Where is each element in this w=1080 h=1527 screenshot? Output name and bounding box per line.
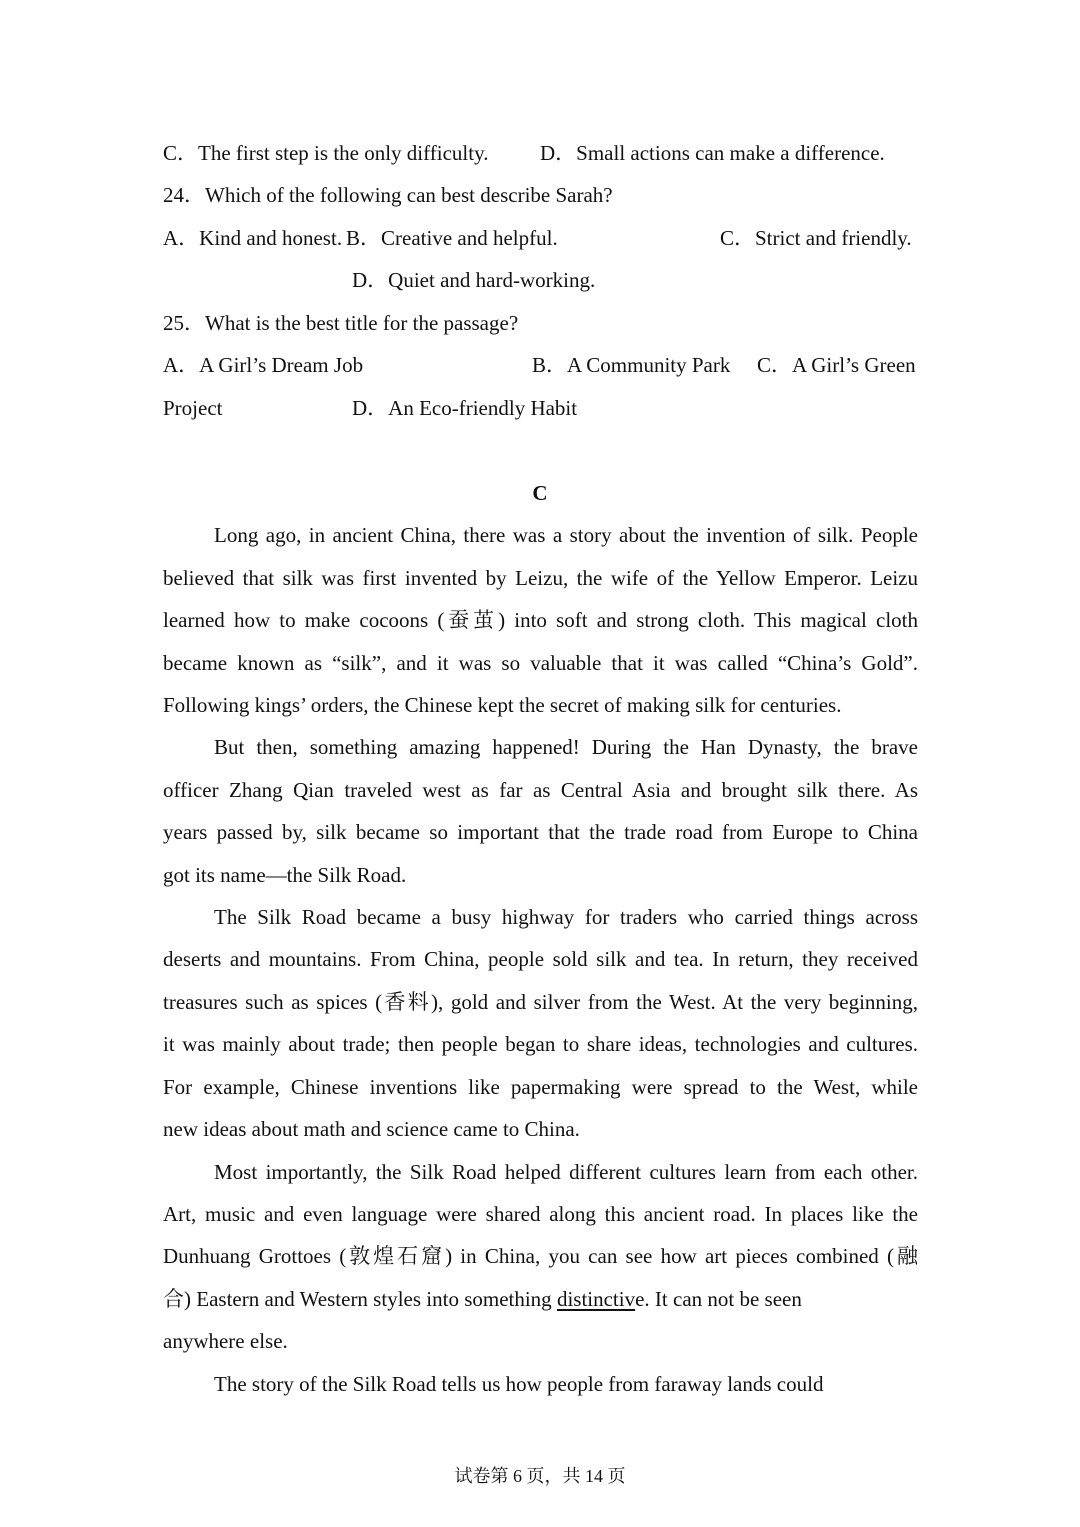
paragraph-4-line: Dunhuang Grottoes (敦煌石窟) in China, you can see how art pieces combined (融 [163,1244,918,1268]
paragraph-3-line: For example, Chinese inventions like papermaking were spread to the West, while [163,1075,918,1099]
paragraph-4-line: Most importantly, the Silk Road helped different cultures learn from each other. [214,1160,918,1184]
section-heading: C [532,481,548,505]
paragraph-2-line: got its name—the Silk Road. [163,863,407,887]
option-25-d: D．An Eco-friendly Habit [352,396,578,420]
paragraph-3-line: it was mainly about trade; then people began to share ideas, technologies and cultures. [163,1032,918,1056]
option-24-a: A．Kind and honest. [163,226,343,250]
option-23-d: D．Small actions can make a difference. [540,141,885,165]
paragraph-5-line: The story of the Silk Road tells us how people from faraway lands could [214,1372,824,1396]
option-24-b: B．Creative and helpful. [346,226,558,250]
option-23-c: C．The first step is the only difficulty. [163,141,489,165]
paragraph-3-line: treasures such as spices (香料), gold and silver from the West. At the very beginning, [163,990,918,1014]
question-24-stem: 24．Which of the following can best describe Sarah? [163,183,613,207]
paragraph-1-line: became known as “silk”, and it was so valuable that it was called “China’s Gold”. [163,651,918,675]
paragraph-4-line-end: e. It can not be seen [635,1287,802,1311]
page-footer: 试卷第 6 页，共 14 页 [454,1466,626,1486]
option-25-c-start: C．A Girl’s Green [757,353,916,377]
paragraph-4-line: anywhere else. [163,1329,288,1353]
paragraph-1-line: Long ago, in ancient China, there was a story about the invention of silk. People [214,523,918,547]
option-24-d: D．Quiet and hard-working. [352,268,596,292]
option-25-a: A．A Girl’s Dream Job [163,353,364,377]
paragraph-1-line: Following kings’ orders, the Chinese kept the secret of making silk for centuries. [163,693,842,717]
paragraph-2-line: officer Zhang Qian traveled west as far as Central Asia and brought silk there. As [163,778,918,802]
paragraph-4-line-start: 合) Eastern and Western styles into something [163,1287,557,1311]
underlined-word: distinctiv [556,1287,636,1311]
paragraph-1-line: believed that silk was first invented by Leizu, the wife of the Yellow Emperor. Leizu [163,566,918,590]
paragraph-3-line: deserts and mountains. From China, people sold silk and tea. In return, they received [163,947,918,971]
paragraph-1-line: learned how to make cocoons (蚕茧) into soft and strong cloth. This magical cloth [163,608,918,632]
paragraph-4-line: Art, music and even language were shared along this ancient road. In places like the [163,1202,918,1226]
question-25-stem: 25．What is the best title for the passage? [163,311,519,335]
paragraph-3-line: The Silk Road became a busy highway for traders who carried things across [214,905,918,929]
option-25-b: B．A Community Park [532,353,731,377]
option-25-c-end: Project [163,396,223,420]
paragraph-2-line: years passed by, silk became so important that the trade road from Europe to China [163,820,918,844]
option-24-c: C．Strict and friendly. [720,226,912,250]
paragraph-4-line [163,1289,918,1310]
paragraph-2-line: But then, something amazing happened! During the Han Dynasty, the brave [214,735,918,759]
paragraph-3-line: new ideas about math and science came to China. [163,1117,580,1141]
